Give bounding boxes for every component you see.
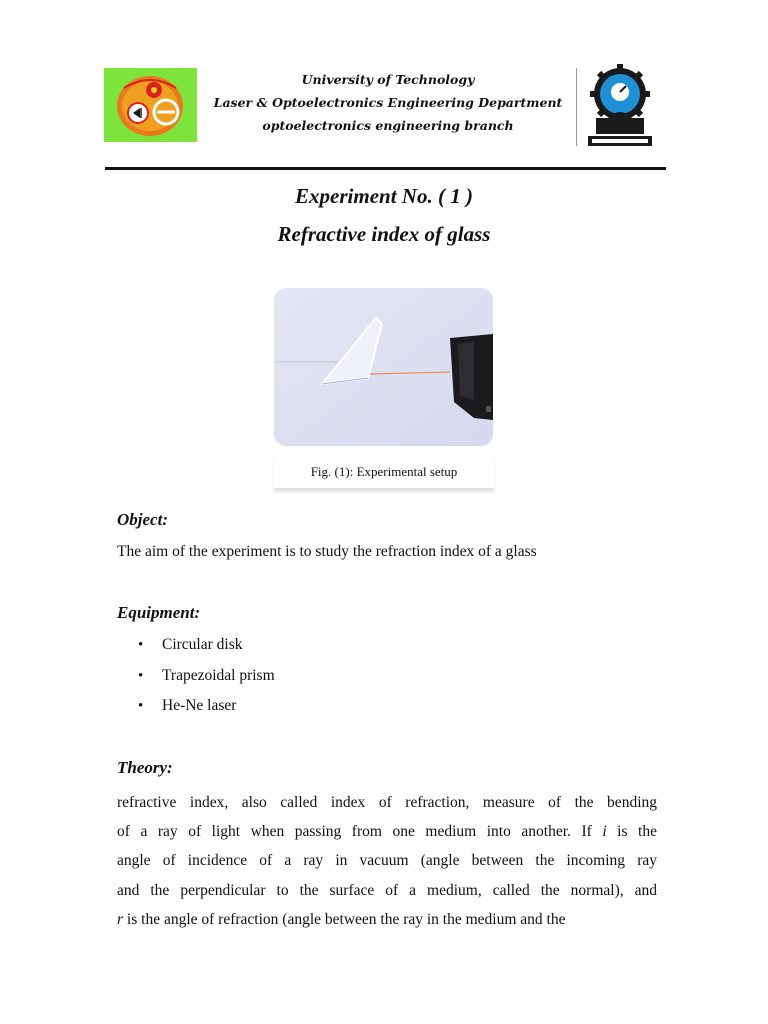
department-logo-icon [104, 68, 197, 142]
object-heading: Object: [117, 510, 168, 529]
theory-line: refractive index, also called index of refraction, measure of the bending [117, 794, 657, 811]
equipment-heading: Equipment: [117, 603, 201, 622]
header-text [200, 68, 576, 137]
theory-heading: Theory: [117, 758, 173, 777]
theory-text [117, 788, 657, 934]
bullet-icon: • [138, 667, 144, 684]
experimental-setup-photo [274, 288, 493, 446]
theory-line: of a ray of light when passing from one medium into another. If i is the [117, 823, 657, 841]
setup-illustration [274, 288, 493, 446]
branch-name: optoelectronics engineering branch [262, 118, 514, 133]
department-name: Laser & Optoelectronics Engineering Department [213, 95, 563, 110]
theory-line: r is the angle of refraction (angle between the ray in the medium and the [117, 910, 566, 928]
theory-line: angle of incidence of a ray in vacuum (angle between the incoming ray [117, 852, 657, 870]
experiment-title: Experiment No. ( 1 ) [295, 184, 473, 208]
figure-caption: Fig. (1): Experimental setup [274, 455, 494, 489]
university-name: University of Technology [301, 72, 475, 87]
object-text: The aim of the experiment is to study the refraction index of a glass [117, 543, 537, 560]
bullet-icon: • [138, 637, 144, 653]
bullet-icon: • [138, 698, 144, 714]
list-item: • Circular disk [128, 634, 275, 665]
list-item: • Trapezoidal prism [128, 665, 275, 696]
header-rule [105, 167, 666, 170]
equipment-list [128, 634, 275, 726]
university-logo-icon [582, 62, 658, 148]
experiment-subtitle: Refractive index of glass [277, 222, 491, 246]
header-divider [576, 68, 577, 146]
theory-line: and the perpendicular to the surface of a medium, called the normal), and [117, 881, 657, 899]
list-item: • He-Ne laser [128, 695, 275, 726]
